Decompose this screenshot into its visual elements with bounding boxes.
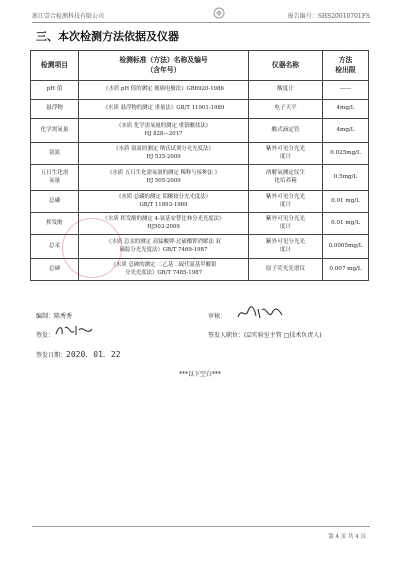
cell-instrument-line: 酸度计 bbox=[277, 86, 294, 93]
report-number-label: 报告编号： bbox=[287, 13, 318, 20]
cell-item-line: 氧量 bbox=[48, 177, 61, 184]
reviewer bbox=[208, 311, 226, 320]
cell-method bbox=[79, 165, 249, 191]
col-method-line2: （含年号） bbox=[146, 65, 181, 74]
cell-instrument-line: 原子荧光光谱仪 bbox=[265, 265, 306, 272]
cell-item bbox=[31, 165, 79, 191]
issuer-signature bbox=[54, 322, 96, 338]
cell-limit: 0.5mg/L bbox=[323, 165, 369, 191]
issue-date bbox=[36, 349, 121, 360]
col-item: 检测项目 bbox=[31, 51, 79, 81]
section-title: 三、本次检测方法依据及仪器 bbox=[36, 30, 179, 43]
cell-instrument-line: 紫外可见分光光 bbox=[265, 215, 306, 222]
cell-instrument bbox=[249, 100, 323, 119]
seal-stamp bbox=[62, 218, 122, 278]
cell-instrument-line: 度计 bbox=[279, 246, 292, 253]
table-row bbox=[31, 119, 369, 143]
cell-method-line: 《水质 挥发酚的测定 4-氨基安替比林分光光度法》 bbox=[102, 216, 225, 223]
table-row bbox=[31, 143, 369, 165]
col-method bbox=[79, 51, 249, 81]
cell-limit: 0.01 mg/L bbox=[323, 213, 369, 235]
cell-item bbox=[31, 119, 79, 143]
cell-instrument-line: 酸式滴定管 bbox=[271, 126, 300, 133]
cell-instrument-line: 溶解氧测定仪生 bbox=[265, 169, 306, 176]
compiler-name: 陈秀秀 bbox=[54, 313, 73, 320]
compiler bbox=[36, 311, 72, 320]
table-row bbox=[31, 165, 369, 191]
table-row bbox=[31, 81, 369, 100]
cell-method-line: 硫腙分光光度法》GB/T 7469-1987 bbox=[119, 246, 208, 253]
cell-instrument-line: 紫外可见分光光 bbox=[265, 238, 306, 245]
issue-date-value: 2020．01．22 bbox=[66, 350, 121, 359]
cell-limit: 0.0005mg/L bbox=[323, 235, 369, 259]
cell-method bbox=[79, 119, 249, 143]
cell-instrument-line: 度计 bbox=[279, 223, 292, 230]
cell-limit: 0.007 mg/L bbox=[323, 259, 369, 281]
col-limit bbox=[323, 51, 369, 81]
company-name: 浙江壹合检测科技有限公司 bbox=[32, 13, 105, 20]
col-instrument: 仪器名称 bbox=[249, 51, 323, 81]
cell-instrument-line: 度计 bbox=[279, 201, 292, 208]
cell-instrument bbox=[249, 81, 323, 100]
cell-method-line: 《水质 总汞的测定 高锰酸钾-过硫酸钾消解法 双 bbox=[106, 239, 221, 246]
company-logo-icon bbox=[212, 7, 226, 19]
cell-instrument-line: 度计 bbox=[279, 153, 292, 160]
cell-item bbox=[31, 81, 79, 100]
cell-limit: —— bbox=[323, 81, 369, 100]
cell-limit: 0.025mg/L bbox=[323, 143, 369, 165]
cell-method-line: HJ 535-2009 bbox=[146, 153, 181, 160]
col-limit-line1: 方法 bbox=[338, 56, 353, 65]
cell-instrument bbox=[249, 213, 323, 235]
cell-item-line: 氨氮 bbox=[48, 149, 61, 156]
cell-method-line: GB/T 11893-1989 bbox=[139, 201, 188, 208]
cell-method bbox=[79, 100, 249, 119]
header-divider bbox=[32, 22, 370, 23]
cell-method bbox=[79, 191, 249, 213]
reviewer-signature bbox=[236, 305, 284, 321]
report-number bbox=[288, 11, 370, 20]
issuer-title-label: 签发人职位： bbox=[208, 332, 245, 339]
cell-item bbox=[31, 100, 79, 119]
cell-item bbox=[31, 191, 79, 213]
issuer-label: 签发： bbox=[36, 332, 55, 339]
cell-item-line: 总汞 bbox=[48, 242, 61, 249]
cell-item-line: pH 值 bbox=[46, 86, 63, 93]
cell-method bbox=[79, 81, 249, 100]
page-number: 第 4 页 共 4 页 bbox=[328, 534, 366, 540]
cell-method-line: 《水质 总砷的测定 二乙基二硫代氨基甲酸银 bbox=[110, 262, 217, 269]
cell-instrument-line: 紫外可见分光光 bbox=[265, 145, 306, 152]
table-header-row bbox=[31, 51, 369, 81]
cell-method-line: 《水质 化学需氧量的测定 重铬酸盐法》 bbox=[115, 123, 212, 130]
cell-item-line: 五日生化需 bbox=[40, 169, 69, 176]
cell-instrument bbox=[249, 191, 323, 213]
cell-method-line: 《水质 氨氮的测定 纳氏试剂分光光度法》 bbox=[113, 146, 214, 153]
end-mark: ***以下空白*** bbox=[178, 371, 221, 378]
cell-item-line: 总砷 bbox=[48, 265, 61, 272]
cell-method-line: 《水质 总磷的测定 钼酸铵分光光度法》 bbox=[115, 194, 212, 201]
cell-method-line: 《水质 五日生化需氧量的测定 稀释与接种法 》 bbox=[107, 170, 220, 177]
issue-date-label: 签发日期： bbox=[36, 352, 67, 359]
cell-item-line: 化学需氧量 bbox=[40, 126, 69, 133]
col-limit-line2: 检出限 bbox=[335, 65, 356, 74]
cell-method-line: 分光光度法》GB/T 7485-1987 bbox=[125, 269, 202, 276]
issuer-title-value: (☑实验室主管 □技术负责人) bbox=[244, 332, 322, 339]
report-number-value: SHS20010701FS bbox=[317, 13, 370, 20]
issuer bbox=[36, 330, 54, 339]
cell-instrument bbox=[249, 259, 323, 281]
cell-method-line: 《水质 pH 值的测定 玻璃电极法》GB6920-1986 bbox=[103, 86, 224, 93]
cell-item-line: 挥发酚 bbox=[46, 219, 63, 226]
col-method-line1: 检测标准（方法）名称及编号 bbox=[119, 56, 208, 65]
cell-limit: 4mg/L bbox=[323, 100, 369, 119]
cell-item-line: 悬浮物 bbox=[46, 105, 63, 112]
cell-method-line: 《水质 悬浮物的测定 重量法》GB/T 11901-1989 bbox=[102, 105, 225, 112]
cell-instrument-line: 紫外可见分光光 bbox=[265, 193, 306, 200]
cell-instrument bbox=[249, 119, 323, 143]
cell-instrument-line: 化培养箱 bbox=[274, 177, 297, 184]
footer-divider bbox=[32, 526, 370, 527]
table-row bbox=[31, 100, 369, 119]
cell-method-line: HJ 828—2017 bbox=[144, 130, 183, 137]
cell-instrument bbox=[249, 235, 323, 259]
cell-limit: 0.01 mg/L bbox=[323, 191, 369, 213]
cell-method bbox=[79, 143, 249, 165]
cell-instrument bbox=[249, 143, 323, 165]
page-header bbox=[32, 9, 370, 21]
cell-item-line: 总磷 bbox=[48, 197, 61, 204]
table-row bbox=[31, 191, 369, 213]
cell-limit: 4mg/L bbox=[323, 119, 369, 143]
issuer-title bbox=[208, 330, 322, 339]
cell-item bbox=[31, 143, 79, 165]
cell-instrument bbox=[249, 165, 323, 191]
cell-method-line: HJ503-2009 bbox=[147, 223, 180, 230]
reviewer-label: 审核： bbox=[208, 313, 227, 320]
compiler-label: 编制： bbox=[36, 313, 55, 320]
cell-method-line: HJ 505-2009 bbox=[146, 177, 181, 184]
cell-instrument-line: 电子天平 bbox=[274, 105, 297, 112]
